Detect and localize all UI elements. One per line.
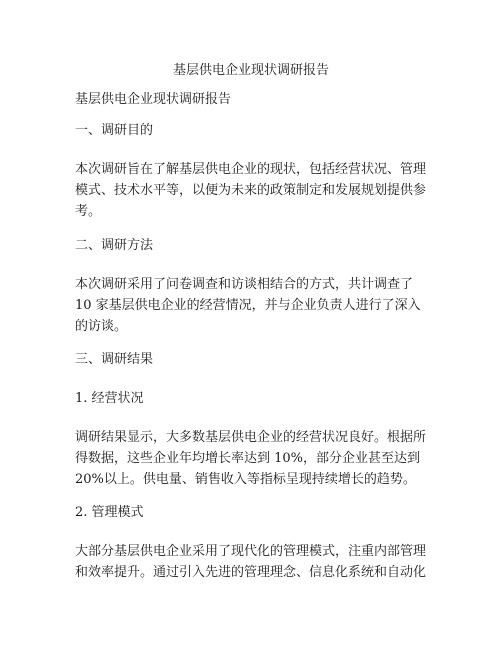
section-heading-purpose: 一、调研目的 [75, 123, 154, 138]
subsection-heading-management: 2. 管理模式 [75, 505, 144, 520]
document-title: 基层供电企业现状调研报告 [172, 63, 329, 78]
paragraph-line: 考。 [75, 204, 102, 219]
paragraph-line: 调研结果显示，大多数基层供电企业的经营状况良好。根据所 [75, 430, 427, 445]
paragraph-line: 大部分基层供电企业采用了现代化的管理模式，注重内部管理 [75, 544, 427, 559]
paragraph-line: 10 家基层供电企业的经营情况，并与企业负责人进行了深入 [75, 298, 421, 313]
paragraph-line: 20%以上。供电量、销售收入等指标呈现持续增长的趋势。 [75, 472, 416, 487]
document-subtitle: 基层供电企业现状调研报告 [75, 92, 232, 107]
paragraph-line: 模式、技术水平等，以便为未来的政策制定和发展规划提供参 [75, 183, 427, 198]
paragraph-line: 本次调研旨在了解基层供电企业的现状，包括经营状况、管理 [75, 162, 427, 177]
paragraph-line: 和效率提升。通过引入先进的管理理念、信息化系统和自动化 [75, 565, 427, 580]
section-heading-method: 二、调研方法 [75, 238, 154, 253]
paragraph-line: 本次调研采用了问卷调查和访谈相结合的方式，共计调查了 [75, 277, 414, 292]
section-heading-results: 三、调研结果 [75, 352, 154, 367]
subsection-heading-operations: 1. 经营状况 [75, 391, 144, 406]
paragraph-line: 的访谈。 [75, 319, 128, 334]
paragraph-line: 得数据，这些企业年均增长率达到 10%，部分企业甚至达到 [75, 451, 421, 466]
